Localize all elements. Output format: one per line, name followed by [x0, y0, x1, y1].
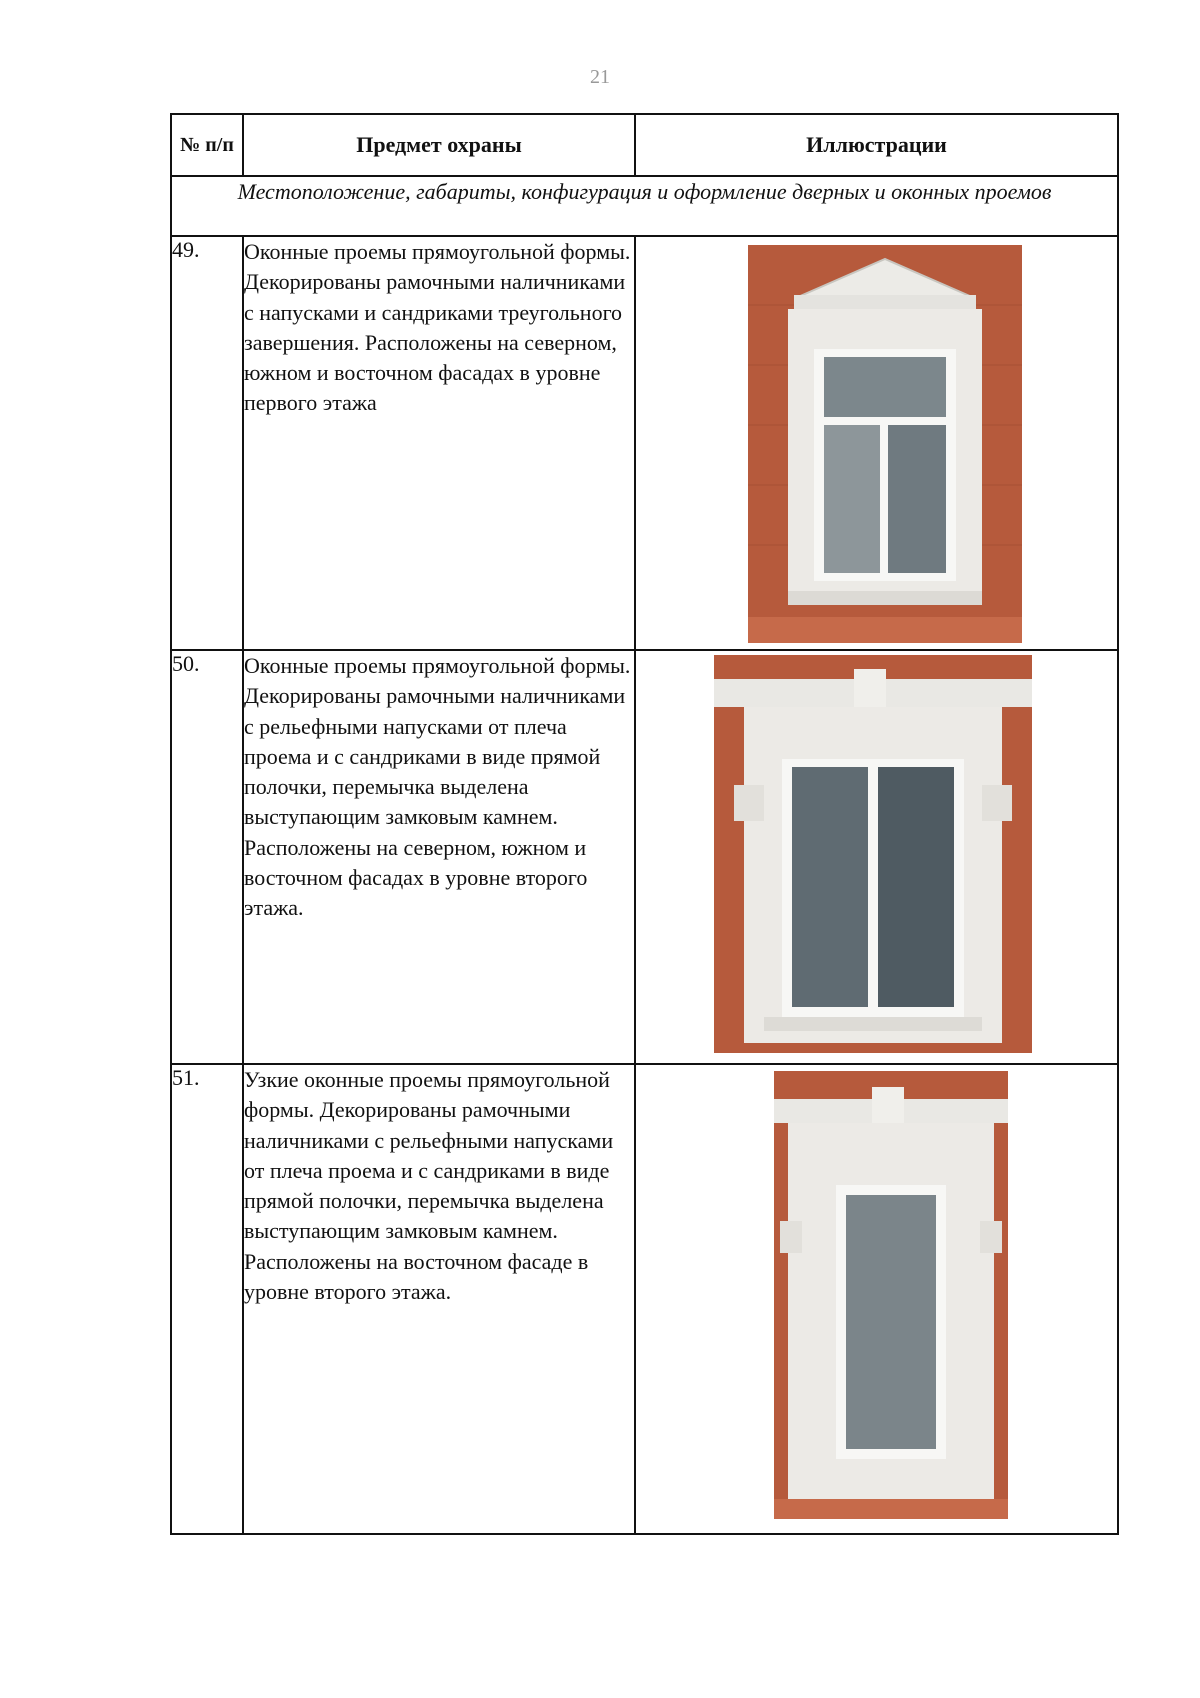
- page-number: 21: [590, 66, 610, 88]
- table-row: [171, 236, 1118, 650]
- row-description: Узкие оконные проемы прямоугольной формы. Декорированы рамочными наличниками с рельефными напусками от плеча проема и с сандриками в виде прямой полочки, перемычка выделена выступающим замковым камнем. Расположены на восточном фасаде в уровне второго этажа.: [243, 1064, 635, 1534]
- illustration-cell: [635, 236, 1118, 650]
- illustration-cell: [635, 650, 1118, 1064]
- row-number: 50.: [171, 650, 243, 1064]
- section-row: [171, 176, 1118, 236]
- header-subject: Предмет охраны: [243, 114, 635, 176]
- row-description: Оконные проемы прямоугольной формы. Декорированы рамочными наличниками с рельефными напусками от плеча проема и с сандриками в виде прямой полочки, перемычка выделена выступающим замковым камнем. Расположены на северном, южном и восточном фасадах в уровне второго этажа.: [243, 650, 635, 1064]
- header-number: № п/п: [171, 114, 243, 176]
- header-illustrations: Иллюстрации: [635, 114, 1118, 176]
- row-description: Оконные проемы прямоугольной формы. Декорированы рамочными наличниками с напусками и сандриками треугольного завершения. Расположены на северном, южном и восточном фасадах в уровне первого этажа: [243, 236, 635, 650]
- section-title: Местоположение, габариты, конфигурация и оформление дверных и оконных проемов: [171, 176, 1118, 236]
- row-number: 49.: [171, 236, 243, 650]
- table-row: [171, 1064, 1118, 1534]
- table-row: [171, 650, 1118, 1064]
- illustration-cell: [635, 1064, 1118, 1534]
- protection-table: [170, 113, 1119, 1535]
- table-header-row: [171, 114, 1118, 176]
- row-number: 51.: [171, 1064, 243, 1534]
- window-photo-51: [774, 1071, 1008, 1519]
- window-photo-49: [748, 245, 1022, 643]
- window-photo-50: [714, 655, 1032, 1053]
